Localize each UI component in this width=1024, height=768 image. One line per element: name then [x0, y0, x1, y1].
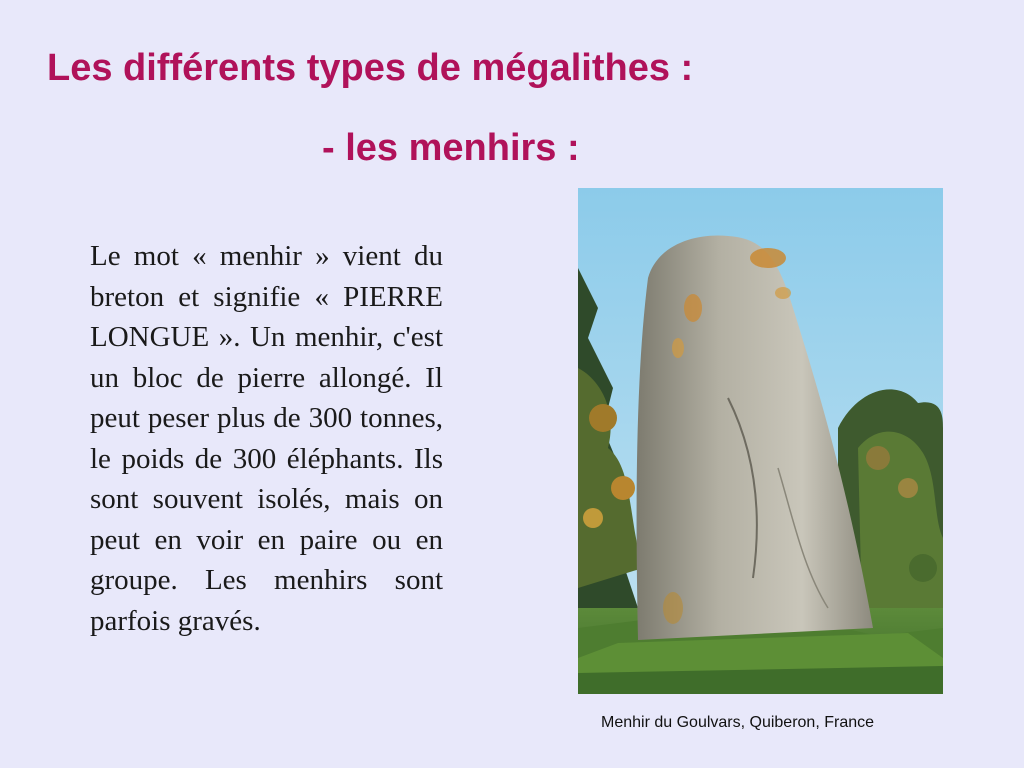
body-paragraph: Le mot « menhir » vient du breton et signifie « PIERRE LONGUE ». Un menhir, c'est un bloc de pierre allongé. Il peut peser plus de 300 tonnes, le poids de 300 éléphants. Ils sont souvent isolés, mais on peut en voir en paire ou en groupe. Les menhirs sont parfois gravés. [90, 240, 443, 637]
menhir-photo [578, 188, 943, 694]
slide-title: Les différents types de mégalithes : [47, 47, 694, 89]
photo-caption: Menhir du Goulvars, Quiberon, France [601, 714, 875, 731]
slide-subtitle: - les menhirs : [322, 127, 580, 169]
